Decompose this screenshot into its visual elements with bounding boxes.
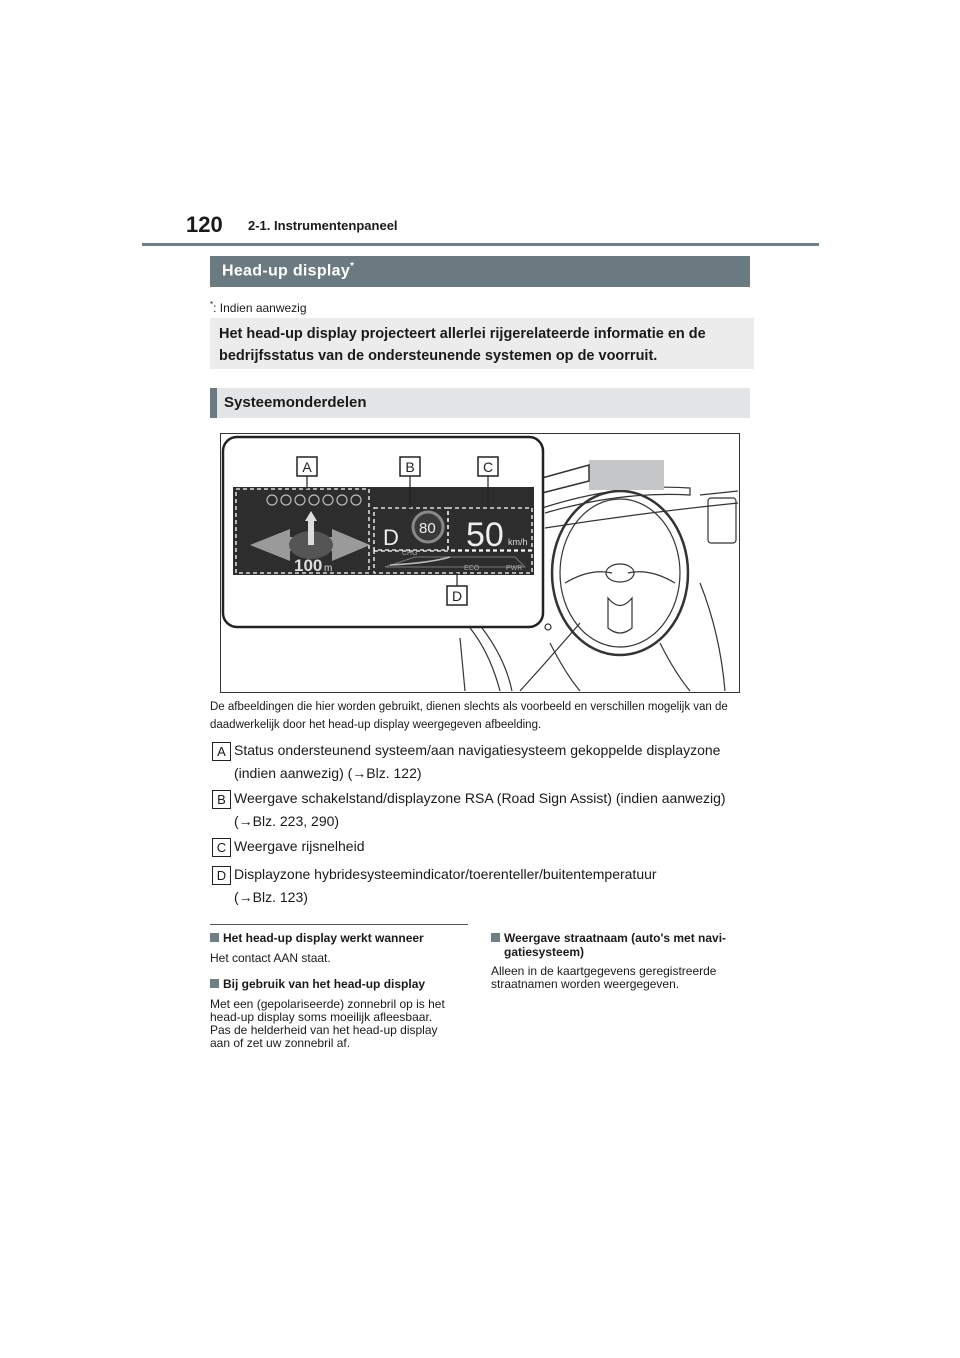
hud-figure (220, 433, 740, 693)
section-title: 2-1. Instrumentenpaneel (248, 218, 398, 233)
subheading: Systeemonderdelen (224, 394, 367, 411)
item-badge: D (212, 866, 231, 885)
hud-gear: D (383, 525, 399, 550)
note-line: head-up display soms moeilijk afleesbaar. (210, 1010, 433, 1024)
subheading-bar (210, 388, 750, 418)
note-heading (491, 931, 753, 945)
footnote-marker: * (210, 300, 214, 309)
item-text (234, 835, 754, 858)
item-badge: A (212, 742, 231, 761)
note-body: Het contact AAN staat. (210, 951, 331, 965)
hud-eco: ECO (464, 565, 480, 572)
item-badge: C (212, 838, 231, 857)
notes-right (491, 931, 753, 991)
hud-chg: CHG (402, 550, 418, 557)
title-asterisk: * (350, 261, 355, 272)
page-title (222, 261, 354, 280)
notes-divider (210, 924, 468, 925)
title-bar (210, 256, 750, 287)
windshield-projection-area (589, 460, 664, 490)
hud-speed: 50 (466, 516, 504, 554)
footnote (210, 300, 307, 315)
page-number: 120 (186, 212, 223, 237)
label-b: B (405, 459, 415, 475)
note-heading (210, 977, 472, 991)
notes-left (210, 931, 472, 1050)
item-badge: B (212, 790, 231, 809)
hud-speed-unit: km/h (508, 537, 528, 547)
label-d: D (451, 588, 463, 604)
note-heading-text: Het head-up display werkt wanneer (223, 931, 424, 945)
item-line: Status ondersteunend systeem/aan navigatiesysteem gekoppelde displayzone (234, 742, 721, 758)
footnote-text: : Indien aanwezig (213, 301, 307, 315)
square-bullet-icon (210, 933, 219, 942)
note-line: Alleen in de kaartgegevens geregistreerde (491, 964, 717, 978)
note-heading-text: Weergave straatnaam (auto's met navi- (504, 931, 727, 945)
note-line: Met een (gepolariseerde) zonnebril op is het (210, 997, 445, 1011)
item-text (234, 787, 754, 833)
hud-sign-speed: 80 (419, 520, 436, 537)
note-body (210, 998, 472, 1050)
square-bullet-icon (210, 979, 219, 988)
hud-distance: 100 (294, 556, 323, 575)
hud-distance-unit: m (324, 563, 333, 574)
intro-text: Het head-up display projecteert allerlei rijgerelateerde informatie en de bedrijfsstatus van de ondersteunende systemen op de voorruit. (219, 326, 706, 364)
note-body (491, 965, 753, 991)
item-line: Weergave schakelstand/displayzone RSA (Road Sign Assist) (indien aanwezig) (234, 790, 726, 806)
label-c: C (482, 459, 494, 475)
item-text (234, 739, 754, 785)
note-heading (210, 931, 472, 945)
square-bullet-icon (491, 933, 500, 942)
note-line: Pas de helderheid van het head-up display (210, 1023, 438, 1037)
item-line: Displayzone hybridesysteemindicator/toerenteller/buitentemperatuur (234, 866, 657, 882)
note-heading-text: Bij gebruik van het head-up display (223, 977, 426, 991)
figure-caption: De afbeeldingen die hier worden gebruikt, dienen slechts als voorbeeld en verschillen mogelijk van de daadwerkelijk door het head-up display weergegeven afbeelding. (210, 701, 728, 731)
note-line: straatnamen worden weergegeven. (491, 977, 680, 991)
header-rule (142, 243, 819, 246)
intro-box (210, 318, 754, 369)
title-text: Head-up display (222, 262, 351, 280)
hud-pwr: PWR (506, 565, 523, 572)
item-line: (→Blz. 223, 290) (234, 813, 340, 829)
label-a: A (302, 459, 312, 475)
note-line: aan of zet uw zonnebril af. (210, 1036, 351, 1050)
item-line: Weergave rijsnelheid (234, 838, 365, 854)
item-line: (→Blz. 123) (234, 889, 308, 905)
item-text (234, 863, 754, 909)
item-line: (indien aanwezig) (→Blz. 122) (234, 765, 422, 781)
note-heading-cont: gatiesysteem) (504, 945, 585, 959)
subheading-accent (210, 388, 217, 418)
